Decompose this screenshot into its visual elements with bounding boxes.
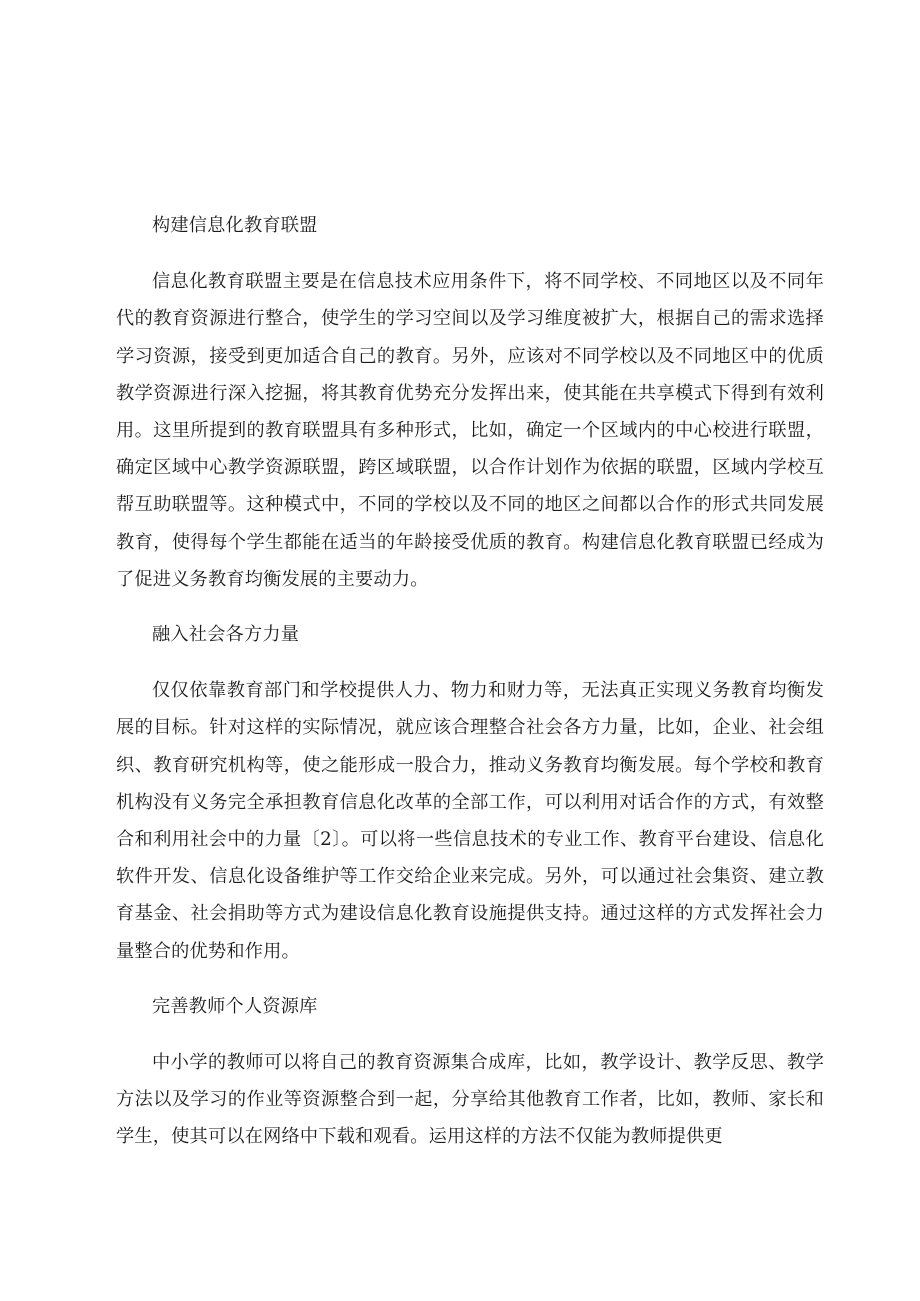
spacer — [116, 970, 824, 988]
spacer — [116, 244, 824, 263]
section-paragraph-teacher-resource-library: 中小学的教师可以将自己的教育资源集合成库，比如，教学设计、教学反思、教学方法以及学习的作业等资源整合到一起，分享给其他教育工作者，比如，教师、家长和学生，使其可以在网络中下载和观看。运用这样的方法不仅能为教师提供更 — [116, 1052, 824, 1148]
spacer — [116, 1025, 824, 1044]
section-heading-education-alliance: 构建信息化教育联盟 — [152, 215, 318, 236]
spacer — [116, 598, 824, 616]
document-body — [116, 207, 824, 1156]
section-paragraph-social-forces: 仅仅依靠教育部门和学校提供人力、物力和财力等，无法真正实现义务教育均衡发展的目标。针对这样的实际情况，就应该合理整合社会各方力量，比如，企业、社会组织、教育研究机构等，使之能形成一股合力，推动义务教育均衡发展。每个学校和教育机构没有义务完全承担教育信息化改革的全部工作，可以利用对话合作的方式，有效整合和利用社会中的力量〔2〕。可以将一些信息技术的专业工作、教育平台建设、信息化软件开发、信息化设备维护等工作交给企业来完成。另外，可以通过社会集资、建立教育基金、社会捐助等方式为建设信息化教育设施提供支持。通过这样的方式发挥社会力量整合的优势和作用。 — [116, 680, 824, 962]
section-paragraph-education-alliance: 信息化教育联盟主要是在信息技术应用条件下，将不同学校、不同地区以及不同年代的教育资源进行整合，使学生的学习空间以及学习维度被扩大，根据自己的需求选择学习资源，接受到更加适合自己的教育。另外，应该对不同学校以及不同地区中的优质教学资源进行深入挖掘，将其教育优势充分发挥出来，使其能在共享模式下得到有效利用。这里所提到的教育联盟具有多种形式，比如，确定一个区域内的中心校进行联盟，确定区域中心教学资源联盟，跨区域联盟，以合作计划作为依据的联盟，区域内学校互帮互助联盟等。这种模式中，不同的学校以及不同的地区之间都以合作的形式共同发展教育，使得每个学生都能在适当的年龄接受优质的教育。构建信息化教育联盟已经成为了促进义务教育均衡发展的主要动力。 — [116, 271, 824, 590]
section-heading-social-forces: 融入社会各方力量 — [152, 624, 300, 646]
spacer — [116, 653, 824, 672]
section-heading-teacher-resource-library: 完善教师个人资源库 — [152, 995, 318, 1017]
